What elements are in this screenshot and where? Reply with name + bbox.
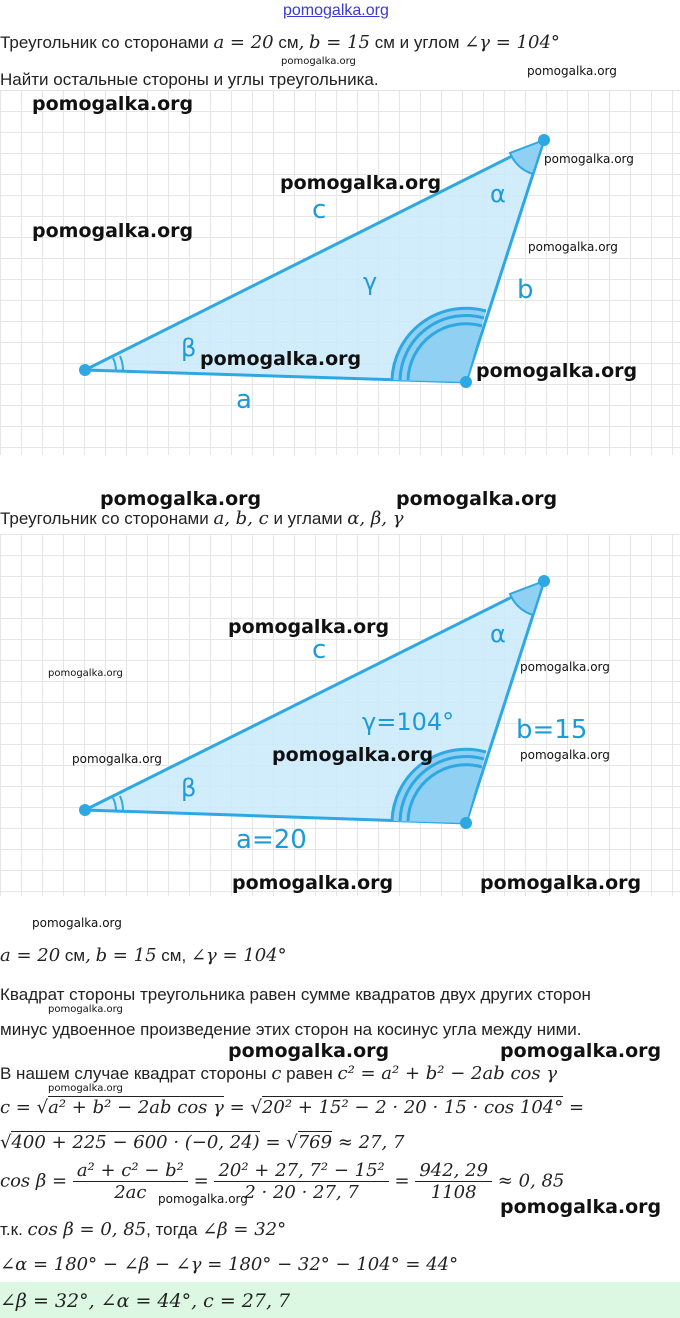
numerator: a² + c² − b² <box>73 1160 188 1182</box>
watermark: pomogalka.org <box>228 616 390 638</box>
label-beta: β <box>181 774 197 802</box>
fraction-result <box>415 1160 492 1203</box>
c-root-evaluated: 400 + 225 − 600 · (−0, 24) <box>11 1132 260 1153</box>
figure-1-grid <box>0 90 680 455</box>
equals: = <box>265 1132 281 1153</box>
watermark: pomogalka.org <box>48 1083 123 1094</box>
denominator: 2ac <box>114 1182 147 1203</box>
watermark: pomogalka.org <box>281 56 356 67</box>
denominator: 1108 <box>430 1182 477 1203</box>
side-a-value: a = 20 <box>213 32 274 53</box>
beta-result: ∠β = 32° <box>202 1219 287 1240</box>
caption-text: Треугольник со сторонами <box>0 509 209 528</box>
watermark: pomogalka.org <box>396 488 558 510</box>
c-root-sum: 769 <box>297 1132 333 1153</box>
label-a: a=20 <box>236 825 307 855</box>
watermark: pomogalka.org <box>72 752 162 766</box>
unit: см <box>161 946 182 965</box>
label-b: b <box>517 275 534 305</box>
cos-result: ≈ 0, 85 <box>497 1170 565 1192</box>
side-b-value: b = 15 <box>309 32 370 53</box>
source-link[interactable]: pomogalka.org <box>283 2 389 19</box>
watermark: pomogalka.org <box>100 488 262 510</box>
rule-line-1: Квадрат стороны треугольника равен сумме квадратов двух других сторон <box>0 985 591 1004</box>
label-beta: β <box>181 334 197 362</box>
figure-2-grid <box>0 534 680 896</box>
watermark: pomogalka.org <box>32 916 122 930</box>
watermark: pomogalka.org <box>528 240 618 254</box>
law-of-cosines: c² = a² + b² − 2ab cos γ <box>337 1063 558 1084</box>
label-c: c <box>312 195 327 225</box>
unit: см <box>374 33 395 52</box>
problem-line-1: Треугольник со сторонами a = 20 см, b = 15 см и углом ∠γ = 104° <box>0 32 560 53</box>
denominator: 2 · 20 · 27, 7 <box>244 1182 359 1203</box>
c-formula-line-2: √400 + 225 − 600 · (−0, 24) = √769 ≈ 27, 7 <box>0 1132 405 1153</box>
tk-line <box>0 1220 286 1240</box>
equals: = <box>193 1170 209 1192</box>
case-text: В нашем случае квадрат стороны <box>0 1064 267 1083</box>
cos-lhs: cos β = <box>0 1170 68 1192</box>
watermark: pomogalka.org <box>232 872 394 894</box>
label-gamma: γ <box>363 268 378 296</box>
watermark: pomogalka.org <box>527 64 617 78</box>
tk-text: т.к. <box>0 1220 23 1239</box>
watermark: pomogalka.org <box>476 360 638 382</box>
c-lhs: c = <box>0 1097 31 1118</box>
watermark: pomogalka.org <box>280 172 442 194</box>
unit: см <box>278 33 299 52</box>
watermark: pomogalka.org <box>500 1040 662 1062</box>
watermark: pomogalka.org <box>480 872 642 894</box>
c-formula-line-1: c = √a² + b² − 2ab cos γ = √20² + 15² − 2 · 20 · 15 · cos 104° = <box>0 1097 585 1118</box>
watermark: pomogalka.org <box>32 93 194 115</box>
problem-text: и углом <box>399 33 460 52</box>
alpha-line: ∠α = 180° − ∠β − ∠γ = 180° − 32° − 104° = 44° <box>0 1254 459 1275</box>
caption-angles: α, β, γ <box>347 508 404 529</box>
case-line <box>0 1064 557 1084</box>
watermark: pomogalka.org <box>500 1196 662 1218</box>
watermark: pomogalka.org <box>544 152 634 166</box>
tk-text: , тогда <box>146 1220 198 1239</box>
case-text: равен <box>286 1064 333 1083</box>
triangle-figure-2 <box>0 534 680 896</box>
unit: см <box>64 946 86 965</box>
numerator: 20² + 27, 7² − 15² <box>214 1160 388 1182</box>
c-root-symbolic: a² + b² − 2ab cos γ <box>48 1097 224 1118</box>
caption-sides: a, b, c <box>213 508 269 529</box>
numerator: 942, 29 <box>415 1160 492 1182</box>
given-a: a = 20 <box>0 945 61 966</box>
given-b: b = 15 <box>95 945 157 966</box>
problem-line-2: Найти остальные стороны и углы треугольника. <box>0 70 379 89</box>
given-gamma: ∠γ = 104° <box>190 945 287 966</box>
watermark: pomogalka.org <box>228 1040 390 1062</box>
figure-2-caption <box>0 509 404 529</box>
case-var: c <box>271 1063 282 1084</box>
rule-line-2: минус удвоенное произведение этих сторон на косинус угла между ними. <box>0 1020 582 1039</box>
watermark: pomogalka.org <box>520 748 610 762</box>
answer-text: ∠β = 32°, ∠α = 44°, c = 27, 7 <box>0 1290 291 1312</box>
watermark: pomogalka.org <box>48 1004 123 1015</box>
watermark: pomogalka.org <box>272 744 434 766</box>
tk-cos: cos β = 0, 85 <box>27 1219 147 1240</box>
answer-box <box>0 1282 680 1318</box>
given-line: a = 20 см, b = 15 см, ∠γ = 104° <box>0 945 287 966</box>
watermark: pomogalka.org <box>520 660 610 674</box>
caption-text: и углами <box>273 509 343 528</box>
triangle-figure-1 <box>0 90 680 455</box>
label-a: a <box>236 385 252 415</box>
equals: = <box>229 1097 245 1118</box>
cos-beta-line <box>0 1160 564 1203</box>
c-root-numeric: 20² + 15² − 2 · 20 · 15 · cos 104° <box>261 1097 564 1118</box>
angle-gamma-value: ∠γ = 104° <box>464 32 560 53</box>
watermark: pomogalka.org <box>32 220 194 242</box>
label-c: c <box>312 635 327 665</box>
watermark: pomogalka.org <box>158 1192 248 1206</box>
equals: = <box>394 1170 410 1192</box>
problem-text: Треугольник со сторонами <box>0 33 209 52</box>
label-b: b=15 <box>516 715 588 745</box>
watermark: pomogalka.org <box>200 348 362 370</box>
label-alpha: α <box>490 180 506 208</box>
equals: = <box>568 1097 585 1118</box>
label-alpha: α <box>490 620 506 648</box>
c-result: ≈ 27, 7 <box>337 1132 405 1153</box>
watermark: pomogalka.org <box>48 668 123 679</box>
label-gamma: γ=104° <box>362 708 455 736</box>
